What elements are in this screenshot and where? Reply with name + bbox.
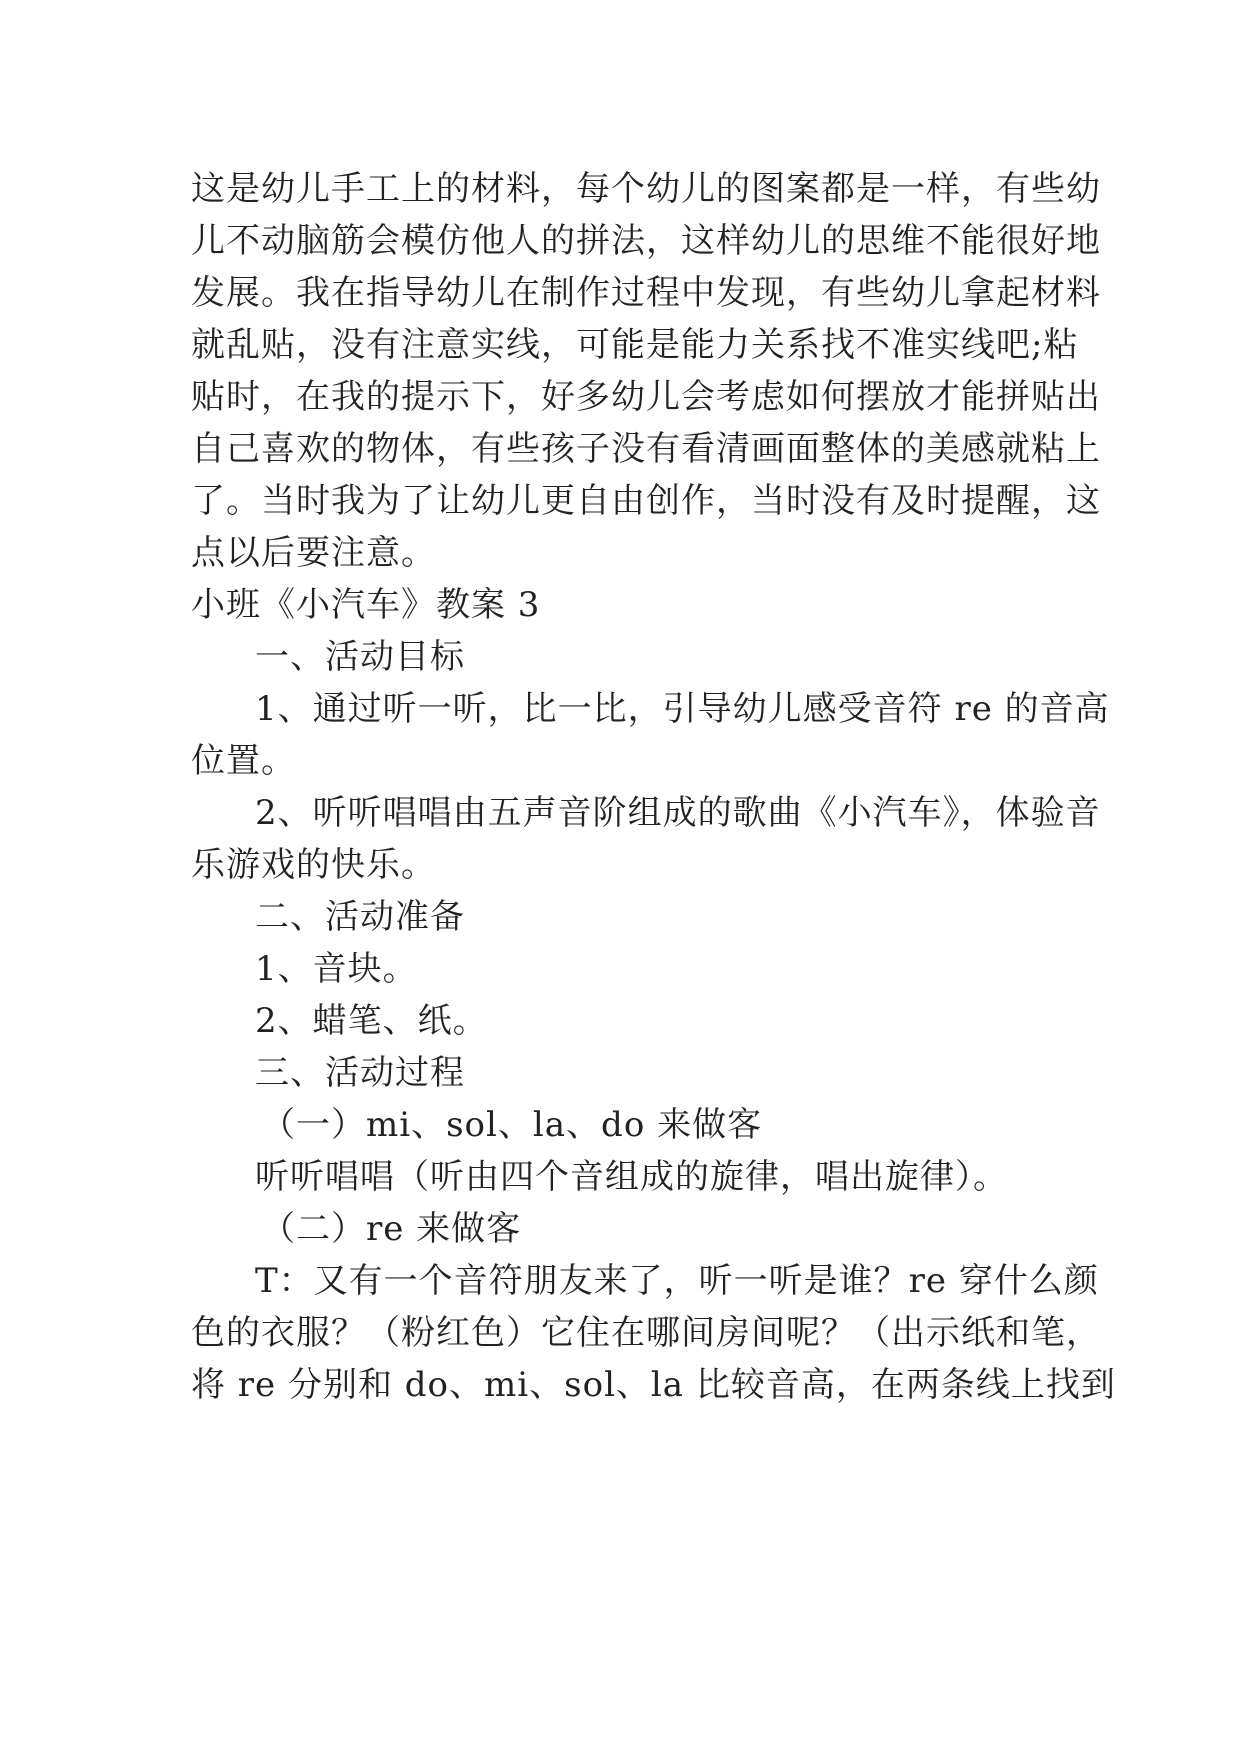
subheading-line: （二）re 来做客 <box>261 1209 522 1249</box>
paragraph-line: 色的衣服？（粉红色）它住在哪间房间呢？（出示纸和笔， <box>191 1313 1101 1353</box>
paragraph-line: 儿不动脑筋会模仿他人的拼法，这样幼儿的思维不能很好地 <box>191 221 1101 261</box>
heading-activity-preparation: 二、活动准备 <box>255 897 465 937</box>
list-item-line: 乐游戏的快乐。 <box>191 845 436 885</box>
paragraph-line: T：又有一个音符朋友来了，听一听是谁？re 穿什么颜 <box>255 1261 1099 1301</box>
paragraph-line: 这是幼儿手工上的材料，每个幼儿的图案都是一样，有些幼 <box>191 169 1101 209</box>
list-item-line: 2、蜡笔、纸。 <box>255 1001 488 1041</box>
paragraph-line: 自己喜欢的物体，有些孩子没有看清画面整体的美感就粘上 <box>191 429 1101 469</box>
paragraph-line: 了。当时我为了让幼儿更自由创作，当时没有及时提醒，这 <box>191 481 1101 521</box>
subheading-line: （一）mi、sol、la、do 来做客 <box>261 1105 763 1145</box>
list-item-line: 1、音块。 <box>255 949 418 989</box>
heading-activity-process: 三、活动过程 <box>255 1053 465 1093</box>
paragraph-line: 贴时，在我的提示下，好多幼儿会考虑如何摆放才能拼贴出 <box>191 377 1101 417</box>
list-item-line: 1、通过听一听，比一比，引导幼儿感受音符 re 的音高 <box>255 689 1110 729</box>
paragraph-line: 点以后要注意。 <box>191 533 436 573</box>
paragraph-line: 发展。我在指导幼儿在制作过程中发现，有些幼儿拿起材料 <box>191 273 1101 313</box>
list-item-line: 位置。 <box>191 741 296 781</box>
paragraph-line: 就乱贴，没有注意实线，可能是能力关系找不准实线吧;粘 <box>191 325 1079 365</box>
list-item-line: 2、听听唱唱由五声音阶组成的歌曲《小汽车》，体验音 <box>255 793 1101 833</box>
heading-activity-goals: 一、活动目标 <box>255 637 465 677</box>
paragraph-line: 将 re 分别和 do、mi、sol、la 比较音高，在两条线上找到 <box>191 1365 1116 1405</box>
section-title: 小班《小汽车》教案 3 <box>191 585 541 625</box>
paragraph-line: 听听唱唱（听由四个音组成的旋律，唱出旋律）。 <box>255 1157 1008 1197</box>
